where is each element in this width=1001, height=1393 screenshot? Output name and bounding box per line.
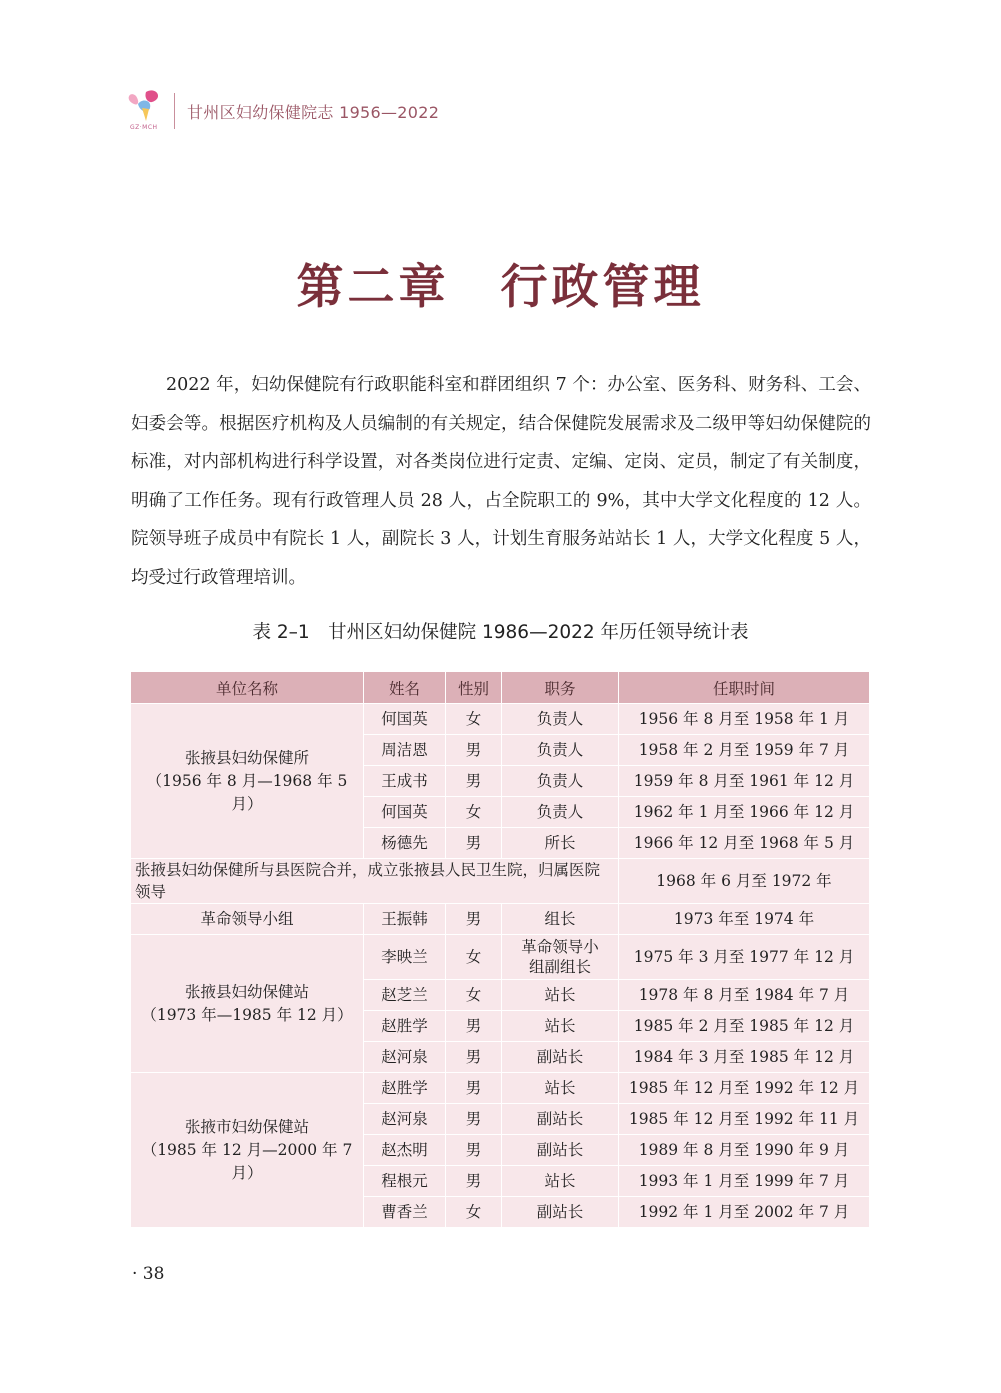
leader-name: 赵胜学: [364, 1073, 446, 1104]
header-term: 任职时间: [619, 672, 870, 704]
leader-name: 王振韩: [364, 904, 446, 935]
header-name: 姓名: [364, 672, 446, 704]
leader-gender: 男: [446, 1166, 502, 1197]
institution-logo: [126, 88, 164, 134]
leader-position: 副站长: [502, 1135, 619, 1166]
header-position: 职务: [502, 672, 619, 704]
merged-term: 1968 年 6 月至 1972 年: [619, 859, 870, 904]
unit-cell: [131, 935, 364, 1073]
leader-position: 站长: [502, 1073, 619, 1104]
leader-name: 杨德先: [364, 828, 446, 859]
leader-position: 副站长: [502, 1104, 619, 1135]
running-header: [126, 88, 439, 134]
leader-term: 1984 年 3 月至 1985 年 12 月: [619, 1042, 870, 1073]
unit-name: 张掖县妇幼保健所: [184, 748, 309, 767]
leader-term: 1985 年 12 月至 1992 年 12 月: [619, 1073, 870, 1104]
leader-name: 曹香兰: [364, 1197, 446, 1228]
unit-name: 革命领导小组: [131, 904, 364, 935]
leader-name: 程根元: [364, 1166, 446, 1197]
unit-name: 张掖县妇幼保健站: [184, 982, 309, 1001]
leader-gender: 男: [446, 1135, 502, 1166]
unit-cell: [131, 704, 364, 859]
leader-name: 赵杰明: [364, 1135, 446, 1166]
body-paragraph: 2022 年，妇幼保健院有行政职能科室和群团组织 7 个：办公室、医务科、财务科、工会、妇委会等。根据医疗机构及人员编制的有关规定，结合保健院发展需求及二级甲等妇幼保健院的标准，对内部机构进行科学设置，对各类岗位进行定责、定编、定岗、定员，制定了有关制度，明确了工作任务。现有行政管理人员 28 人，占全院职工的 9%，其中大学文化程度的 12 人。院领导班子成员中有院长 1 人，副院长 3 人，计划生育服务站站长 1 人，大学文化程度 5 人，均受过行政管理培训。: [131, 375, 871, 588]
leader-name: 赵胜学: [364, 1011, 446, 1042]
leader-gender: 女: [446, 704, 502, 735]
table-caption: 表 2–1 甘州区妇幼保健院 1986—2022 年历任领导统计表: [252, 622, 749, 643]
leader-name: 李映兰: [364, 935, 446, 980]
logo-caption: GZ·MCH: [130, 124, 158, 131]
unit-period: （1973 年—1985 年 12 月）: [141, 1005, 353, 1024]
leader-term: 1989 年 8 月至 1990 年 9 月: [619, 1135, 870, 1166]
leader-term: 1966 年 12 月至 1968 年 5 月: [619, 828, 870, 859]
running-title: 甘州区妇幼保健院志 1956—2022: [187, 102, 440, 122]
leader-gender: 男: [446, 1104, 502, 1135]
leader-term: 1958 年 2 月至 1959 年 7 月: [619, 735, 870, 766]
leader-name: 赵河泉: [364, 1104, 446, 1135]
leader-position: 负责人: [502, 704, 619, 735]
leader-gender: 男: [446, 735, 502, 766]
leader-gender: 女: [446, 1197, 502, 1228]
leader-term: 1992 年 1 月至 2002 年 7 月: [619, 1197, 870, 1228]
table-row: [131, 904, 870, 935]
leader-position: 站长: [502, 1166, 619, 1197]
leader-term: 1985 年 12 月至 1992 年 11 月: [619, 1104, 870, 1135]
leader-position: 负责人: [502, 735, 619, 766]
leader-gender: 女: [446, 935, 502, 980]
leader-gender: 男: [446, 904, 502, 935]
leader-term: 1956 年 8 月至 1958 年 1 月: [619, 704, 870, 735]
table-header-row: [131, 672, 870, 704]
leader-name: 周洁恩: [364, 735, 446, 766]
leader-term: 1993 年 1 月至 1999 年 7 月: [619, 1166, 870, 1197]
body-text: [131, 366, 871, 597]
leader-gender: 男: [446, 1073, 502, 1104]
leader-term: 1973 年至 1974 年: [619, 904, 870, 935]
unit-name: 张掖市妇幼保健站: [184, 1117, 309, 1136]
leader-gender: 男: [446, 828, 502, 859]
leaders-table: [130, 671, 870, 1228]
leader-position: 组长: [502, 904, 619, 935]
leader-gender: 男: [446, 1011, 502, 1042]
table-row: [131, 935, 870, 980]
leader-name: 何国英: [364, 797, 446, 828]
leader-name: 赵芝兰: [364, 980, 446, 1011]
leader-position: 站长: [502, 1011, 619, 1042]
table-row: [131, 704, 870, 735]
leader-gender: 男: [446, 1042, 502, 1073]
leader-name: 王成书: [364, 766, 446, 797]
leader-gender: 男: [446, 766, 502, 797]
unit-cell: [131, 1073, 364, 1228]
leader-term: 1975 年 3 月至 1977 年 12 月: [619, 935, 870, 980]
leader-term: 1978 年 8 月至 1984 年 7 月: [619, 980, 870, 1011]
leader-term: 1985 年 2 月至 1985 年 12 月: [619, 1011, 870, 1042]
table-row-merged: [131, 859, 870, 904]
page-number: · 38: [132, 1264, 165, 1284]
leader-gender: 女: [446, 980, 502, 1011]
leader-term: 1962 年 1 月至 1966 年 12 月: [619, 797, 870, 828]
header-gender: 性别: [446, 672, 502, 704]
unit-period: （1956 年 8 月—1968 年 5 月）: [146, 771, 348, 813]
header-divider: [174, 93, 175, 129]
leader-term: 1959 年 8 月至 1961 年 12 月: [619, 766, 870, 797]
leader-position: 革命领导小组副组长: [502, 935, 619, 980]
chapter-title: 第二章 行政管理: [296, 260, 705, 315]
merged-note: 张掖县妇幼保健所与县医院合并，成立张掖县人民卫生院，归属医院领导: [131, 859, 619, 904]
leader-name: 赵河泉: [364, 1042, 446, 1073]
table-row: [131, 1073, 870, 1104]
leader-position: 副站长: [502, 1197, 619, 1228]
leader-position: 站长: [502, 980, 619, 1011]
header-unit-name: 单位名称: [131, 672, 364, 704]
leader-position: 负责人: [502, 766, 619, 797]
unit-period: （1985 年 12 月—2000 年 7 月）: [141, 1140, 353, 1182]
leader-position: 负责人: [502, 797, 619, 828]
leader-position: 所长: [502, 828, 619, 859]
leader-gender: 女: [446, 797, 502, 828]
leader-position: 副站长: [502, 1042, 619, 1073]
leader-name: 何国英: [364, 704, 446, 735]
